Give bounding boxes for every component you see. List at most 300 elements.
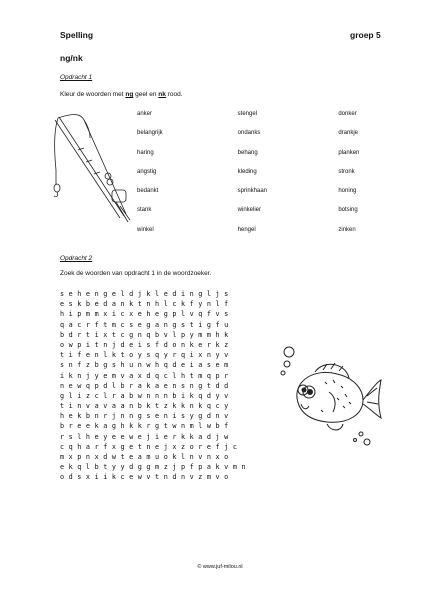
grid-letter: b <box>215 422 220 431</box>
grid-letter: h <box>77 290 82 298</box>
word-item: ondanks <box>237 130 261 137</box>
grid-letter: d <box>103 300 108 309</box>
grid-letter: x <box>137 371 142 380</box>
grid-letter: n <box>189 381 194 390</box>
grid-letter: m <box>60 453 65 461</box>
grid-letter: e <box>111 432 116 441</box>
word-row <box>137 207 397 226</box>
grid-letter: b <box>60 330 65 339</box>
grid-letter: e <box>206 442 211 451</box>
grid-letter: j <box>111 412 116 421</box>
grid-letter: r <box>94 442 99 451</box>
grid-letter: s <box>206 361 211 370</box>
grid-letter: e <box>137 310 142 319</box>
grid-letter: f <box>189 300 194 309</box>
word-item: donker <box>338 111 357 117</box>
instruction-text: rood. <box>165 91 183 98</box>
grid-row <box>60 401 250 411</box>
grid-letter: g <box>137 412 142 421</box>
grid-letter: o <box>224 473 229 482</box>
grid-letter: i <box>77 391 82 400</box>
grid-letter: y <box>163 351 168 360</box>
grid-letter: y <box>215 391 220 400</box>
grid-letter: j <box>224 442 229 451</box>
grid-letter: a <box>137 381 142 390</box>
grid-letter: a <box>120 391 125 400</box>
grid-letter: i <box>68 351 73 360</box>
grid-letter: x <box>103 310 108 319</box>
grid-letter: l <box>120 290 125 298</box>
grid-letter: l <box>163 300 168 309</box>
grid-letter: y <box>198 300 203 309</box>
grid-letter: f <box>215 442 220 451</box>
grid-letter: x <box>94 453 99 461</box>
grid-letter: p <box>77 453 82 461</box>
grid-letter: p <box>172 310 177 319</box>
grid-letter: t <box>103 320 108 329</box>
grid-letter: q <box>68 442 73 451</box>
grid-letter: p <box>198 463 203 472</box>
grid-letter: e <box>137 432 142 441</box>
grid-row <box>60 320 250 330</box>
grid-letter: k <box>111 473 116 482</box>
grid-letter: g <box>163 310 168 319</box>
word-list <box>137 111 397 246</box>
grid-letter: e <box>85 351 91 360</box>
word-row <box>137 111 397 130</box>
grid-letter: m <box>198 371 203 380</box>
grid-letter: f <box>77 351 82 360</box>
grid-letter: n <box>206 351 211 360</box>
grid-letter: e <box>94 300 99 309</box>
grid-letter: x <box>85 473 91 482</box>
exercise-1-title: Opdracht 1 <box>60 74 93 81</box>
grid-letter: t <box>163 422 168 431</box>
instruction-text: Kleur de woorden met <box>60 91 126 98</box>
grid-letter: k <box>77 300 82 309</box>
grid-letter: t <box>189 320 194 329</box>
grid-row <box>60 309 250 319</box>
grid-letter: n <box>180 473 186 482</box>
grid-letter: b <box>137 402 142 411</box>
grid-letter: n <box>215 412 220 421</box>
grid-letter: r <box>60 432 65 441</box>
grid-row <box>60 350 250 360</box>
grid-letter: g <box>155 422 160 431</box>
grid-letter: n <box>163 473 168 482</box>
grid-letter: o <box>129 351 134 360</box>
grid-letter: f <box>103 442 108 451</box>
grid-letter: e <box>137 320 142 329</box>
grid-letter: k <box>215 340 220 349</box>
word-item: angstig <box>137 168 157 175</box>
grid-letter: g <box>172 320 177 329</box>
grid-letter: q <box>146 330 151 339</box>
grid-letter: e <box>129 473 134 482</box>
grid-letter: i <box>189 361 194 370</box>
grid-letter: q <box>180 351 186 360</box>
grid-letter: h <box>60 310 65 319</box>
grid-letter: h <box>155 361 160 370</box>
grid-row <box>60 452 250 462</box>
grid-letter: e <box>77 422 82 431</box>
grid-letter: s <box>60 290 65 298</box>
grid-letter: t <box>137 442 142 451</box>
grid-letter: e <box>85 422 91 431</box>
grid-letter: s <box>180 412 186 421</box>
grid-letter: n <box>77 371 82 380</box>
grid-row <box>60 391 250 401</box>
grid-letter: v <box>163 330 168 339</box>
grid-letter: t <box>85 330 91 339</box>
grid-letter: g <box>146 320 151 329</box>
grid-letter: j <box>172 463 177 472</box>
grid-letter: b <box>120 381 125 390</box>
grid-letter: w <box>206 422 211 431</box>
grid-letter: h <box>155 300 160 309</box>
grid-letter: y <box>120 463 125 472</box>
grid-letter: x <box>215 453 220 461</box>
grid-letter: e <box>68 381 73 390</box>
grid-letter: p <box>77 310 82 319</box>
grid-letter: j <box>215 432 220 441</box>
grid-letter: c <box>163 371 168 380</box>
grid-letter: n <box>94 412 99 421</box>
grid-letter: v <box>103 402 108 411</box>
grid-letter: e <box>180 361 186 370</box>
grid-letter: d <box>163 340 168 349</box>
word-item: winkel <box>137 226 154 233</box>
grid-letter: y <box>103 432 108 441</box>
grid-letter: r <box>206 340 211 349</box>
grid-letter: m <box>206 473 211 482</box>
grid-letter: r <box>146 422 151 431</box>
grid-letter: l <box>155 290 160 298</box>
grid-letter: w <box>77 381 82 390</box>
grid-letter: d <box>206 391 211 400</box>
grid-letter: c <box>77 320 82 329</box>
grid-letter: d <box>103 381 108 390</box>
fish-icon <box>275 340 385 460</box>
grid-row <box>60 330 250 340</box>
grid-letter: d <box>224 381 229 390</box>
grid-letter: v <box>120 371 125 380</box>
grid-letter: f <box>224 300 229 309</box>
grid-letter: n <box>129 412 134 421</box>
grid-letter: a <box>111 402 116 411</box>
grid-letter: p <box>77 340 82 349</box>
grid-letter: b <box>85 300 91 309</box>
grid-letter: r <box>198 442 203 451</box>
footer-copyright: © www.juf-milou.nl <box>197 564 243 570</box>
grid-letter: d <box>68 330 73 339</box>
grid-letter: c <box>120 330 125 339</box>
grid-letter: e <box>68 412 73 421</box>
grid-letter: s <box>224 290 229 298</box>
grid-letter: f <box>155 340 160 349</box>
word-item: planken <box>338 149 360 156</box>
grid-letter: d <box>172 290 177 298</box>
grid-letter: v <box>224 391 229 400</box>
grid-letter: t <box>155 402 160 411</box>
grid-letter: c <box>120 310 125 319</box>
word-item: stronk <box>338 168 355 175</box>
grid-letter: w <box>111 453 116 461</box>
grid-letter: z <box>163 463 168 472</box>
grid-letter: g <box>103 361 108 370</box>
grid-letter: y <box>94 371 99 380</box>
grid-letter: i <box>60 371 65 380</box>
grid-letter: n <box>94 351 99 360</box>
grid-letter: s <box>68 300 73 309</box>
grid-letter: b <box>60 422 65 431</box>
grid-letter: i <box>180 391 186 400</box>
grid-letter: y <box>111 463 116 472</box>
nk-highlight: nk <box>158 91 166 98</box>
grid-letter: c <box>120 473 125 482</box>
grid-letter: m <box>206 330 211 339</box>
grid-letter: n <box>189 402 194 411</box>
grid-letter: t <box>189 371 194 380</box>
grid-letter: v <box>85 402 91 411</box>
grid-letter: a <box>103 422 108 431</box>
grid-letter: n <box>146 391 151 400</box>
grid-letter: m <box>94 310 99 319</box>
grid-row <box>60 472 250 482</box>
word-row <box>137 130 397 149</box>
grid-letter: e <box>60 463 65 472</box>
grid-letter: i <box>85 340 91 349</box>
word-item: stengel <box>237 111 258 117</box>
grid-row <box>60 411 250 421</box>
grid-letter: l <box>103 391 108 400</box>
grid-letter: d <box>215 381 220 390</box>
grid-letter: k <box>198 402 203 411</box>
grid-letter: n <box>206 300 211 309</box>
grid-letter: o <box>60 340 65 349</box>
grid-letter: u <box>224 320 229 329</box>
grid-letter: n <box>146 300 151 309</box>
grid-letter: i <box>103 473 108 482</box>
grid-letter: m <box>232 463 237 472</box>
subject-title: Spelling <box>60 30 94 40</box>
grid-letter: k <box>189 432 194 441</box>
grid-row <box>60 432 250 442</box>
grid-letter: c <box>120 320 125 329</box>
grid-letter: s <box>146 351 151 360</box>
grid-letter: t <box>60 402 65 411</box>
grid-letter: n <box>85 453 91 461</box>
word-item: stank <box>137 207 152 214</box>
grid-letter: m <box>111 320 116 329</box>
grid-letter: a <box>155 381 160 390</box>
grid-letter: n <box>60 381 65 390</box>
grid-letter: l <box>68 391 73 400</box>
grid-letter: g <box>198 290 203 298</box>
grid-letter: k <box>111 351 116 360</box>
grid-letter: e <box>68 290 73 298</box>
grid-letter: r <box>68 422 73 431</box>
grid-letter: e <box>163 381 168 390</box>
grid-letter: p <box>180 463 186 472</box>
grid-letter: h <box>180 371 186 380</box>
grid-letter: b <box>85 412 91 421</box>
grid-letter: l <box>172 371 177 380</box>
grid-letter: h <box>120 422 125 431</box>
grid-letter: n <box>129 402 134 411</box>
grid-letter: i <box>180 290 186 298</box>
grid-letter: t <box>103 463 108 472</box>
grid-letter: q <box>198 391 203 400</box>
grid-letter: k <box>180 402 186 411</box>
grid-letter: a <box>198 361 203 370</box>
grid-letter: o <box>60 473 65 482</box>
grid-letter: s <box>180 381 186 390</box>
grid-letter: k <box>189 340 194 349</box>
grid-letter: x <box>111 442 116 451</box>
grid-letter: d <box>206 412 211 421</box>
grid-letter: s <box>146 412 151 421</box>
grid-letter: k <box>189 391 194 400</box>
grid-letter: k <box>68 371 73 380</box>
grid-letter: x <box>198 351 203 360</box>
grid-letter: f <box>224 422 229 431</box>
grid-letter: g <box>198 412 203 421</box>
grid-letter: v <box>198 453 203 461</box>
grid-row <box>60 360 250 370</box>
grid-letter: j <box>111 340 116 349</box>
grid-letter: n <box>163 320 168 329</box>
grid-letter: o <box>189 442 194 451</box>
word-item: kleding <box>237 168 257 175</box>
grid-row <box>60 299 250 309</box>
grid-letter: x <box>129 310 134 319</box>
grid-letter: n <box>155 391 160 400</box>
grid-letter: d <box>172 361 177 370</box>
grid-letter: r <box>172 351 177 360</box>
grid-letter: t <box>60 351 65 360</box>
grid-letter: v <box>215 310 220 319</box>
grid-letter: f <box>94 320 99 329</box>
grid-letter: d <box>129 290 134 298</box>
grid-letter: s <box>129 320 134 329</box>
grid-letter: o <box>172 340 177 349</box>
grid-letter: q <box>163 361 168 370</box>
grid-letter: l <box>198 422 203 431</box>
grid-letter: l <box>172 330 177 339</box>
word-row <box>137 150 397 169</box>
word-row <box>137 169 397 188</box>
word-item: haring <box>137 149 154 156</box>
grid-letter: w <box>137 391 142 400</box>
grid-letter: k <box>172 402 177 411</box>
grid-letter: f <box>77 361 82 370</box>
grid-letter: b <box>129 391 134 400</box>
grid-letter: l <box>206 290 211 298</box>
grid-letter: k <box>129 300 134 309</box>
grid-letter: j <box>85 371 91 380</box>
grid-row <box>60 381 250 391</box>
grid-letter: w <box>68 340 73 349</box>
grid-letter: m <box>85 310 91 319</box>
grid-letter: s <box>68 432 73 441</box>
grid-letter: i <box>137 340 142 349</box>
grid-letter: r <box>77 330 82 339</box>
grid-letter: k <box>215 463 220 472</box>
word-item: winkelier <box>237 207 262 214</box>
word-search-grid <box>60 289 250 483</box>
grid-letter: m <box>189 422 194 431</box>
grid-letter: k <box>77 412 82 421</box>
word-item: honing <box>338 188 357 195</box>
grid-letter: t <box>206 381 211 390</box>
grid-letter: n <box>120 412 125 421</box>
topic-title: ng/nk <box>60 53 83 63</box>
grid-letter: n <box>94 290 99 298</box>
grid-letter: u <box>155 453 160 461</box>
grid-letter: n <box>137 330 142 339</box>
grid-letter: g <box>103 290 108 298</box>
grid-letter: x <box>103 330 108 339</box>
grid-row <box>60 421 250 431</box>
grid-letter: k <box>146 402 151 411</box>
grid-letter: g <box>206 320 211 329</box>
grid-letter: s <box>111 361 116 370</box>
word-item: belangrijk <box>137 130 163 137</box>
grid-letter: j <box>163 442 168 451</box>
grid-letter: t <box>120 351 125 360</box>
grid-letter: e <box>155 442 160 451</box>
word-item: hengel <box>237 226 256 233</box>
grid-letter: z <box>163 402 168 411</box>
grid-letter: b <box>172 391 177 400</box>
grid-letter: m <box>155 463 160 472</box>
exercise-1-instruction <box>60 91 183 98</box>
grid-letter: i <box>189 351 194 360</box>
grid-letter: g <box>111 422 116 431</box>
grid-letter: z <box>224 340 229 349</box>
grid-letter: w <box>137 473 142 482</box>
grid-letter: q <box>155 371 160 380</box>
grid-letter: k <box>68 463 73 472</box>
grid-letter: z <box>85 391 91 400</box>
grid-letter: n <box>172 381 177 390</box>
grid-letter: i <box>111 310 116 319</box>
grid-letter: z <box>198 473 203 482</box>
grid-letter: r <box>129 381 134 390</box>
grid-letter: x <box>172 442 177 451</box>
fishing-rod-icon <box>50 110 135 230</box>
grid-letter: v <box>189 473 194 482</box>
grid-letter: y <box>189 330 194 339</box>
grid-letter: v <box>189 310 194 319</box>
grid-letter: l <box>103 351 108 360</box>
word-item: behang <box>237 149 258 156</box>
grid-letter: t <box>120 453 125 461</box>
grid-letter: h <box>120 361 125 370</box>
grid-letter: l <box>180 310 186 319</box>
grid-letter: y <box>224 402 229 411</box>
exercise-2-title: Opdracht 2 <box>60 255 93 262</box>
word-item: drankje <box>338 130 359 137</box>
grid-letter: a <box>137 453 142 461</box>
grid-letter: c <box>60 442 65 451</box>
grid-letter: n <box>120 300 125 309</box>
grid-letter: k <box>146 381 151 390</box>
grid-letter: n <box>163 391 168 400</box>
grid-letter: ј <box>215 290 220 298</box>
grid-letter: s <box>60 361 65 370</box>
